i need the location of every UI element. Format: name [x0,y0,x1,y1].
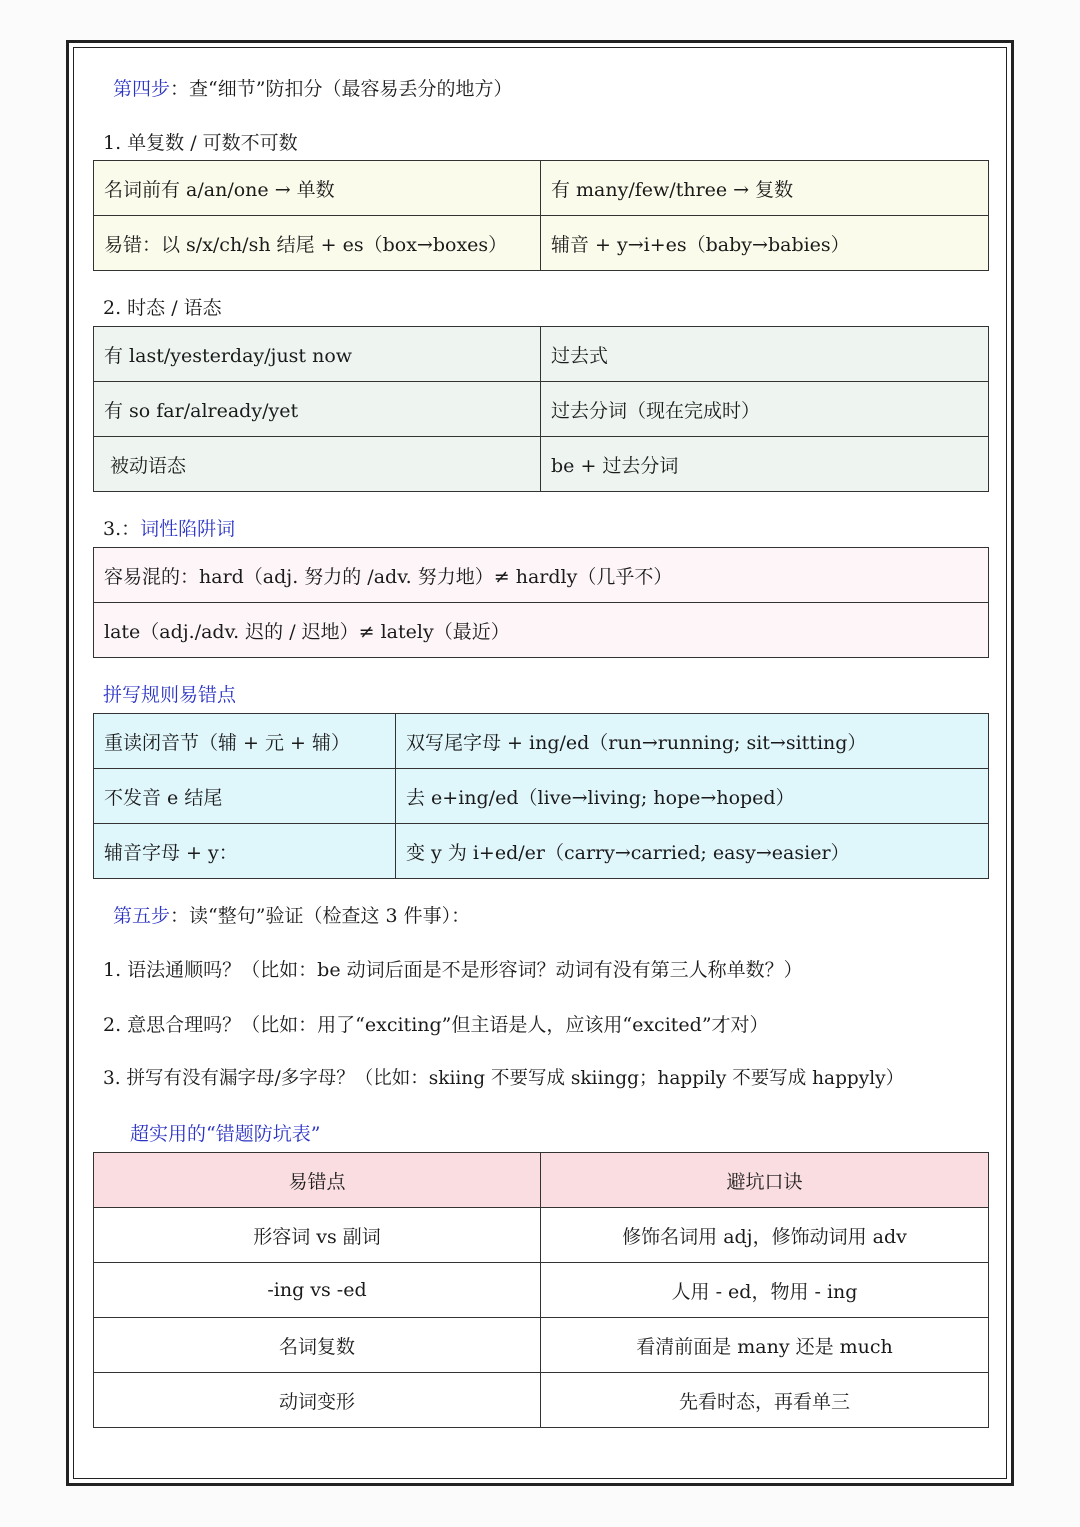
section3-heading [103,517,235,541]
table-row [94,824,989,879]
table-cell: -ing vs -ed [94,1263,541,1318]
step5-heading [113,904,470,928]
table-cell: 重读闭音节（辅 + 元 + 辅） [94,714,396,769]
table-cell: 形容词 vs 副词 [94,1208,541,1263]
table-row [94,603,989,658]
table-row [94,1373,989,1428]
table-row [94,714,989,769]
table-cell: 容易混的：hard（adj. 努力的 /adv. 努力地）≠ hardly（几乎不） [94,548,989,603]
table-row [94,382,989,437]
spelling-table [93,713,989,879]
table-row [94,216,989,271]
table-row [94,548,989,603]
table-row [94,1318,989,1373]
table-header-cell: 避坑口诀 [541,1153,989,1208]
table-cell: 有 last/yesterday/just now [94,327,541,382]
table-cell: 人用 - ed，物用 - ing [541,1263,989,1318]
table-cell: 看清前面是 many 还是 much [541,1318,989,1373]
table-cell: 先看时态，再看单三 [541,1373,989,1428]
summary-title: 超实用的“错题防坑表” [130,1123,321,1145]
table-cell: 双写尾字母 + ing/ed（run→running; sit→sitting） [396,714,989,769]
word-class-table [93,547,989,658]
summary-table [93,1152,989,1428]
plural-table [93,160,989,271]
table-cell: 被动语态 [94,437,541,492]
step4-label: 第四步 [113,78,171,100]
spelling-heading: 拼写规则易错点 [103,684,237,706]
section3-title: 词性陷阱词 [140,518,236,540]
step4-heading [113,77,512,101]
table-cell: be + 过去分词 [541,437,989,492]
table-cell: 不发音 e 结尾 [94,769,396,824]
table-row [94,1263,989,1318]
table-cell: 名词复数 [94,1318,541,1373]
step5-label: 第五步 [113,905,171,927]
step5-item: 3. 拼写有没有漏字母/多字母？（比如：skiing 不要写成 skiingg；happily 不要写成 happyly） [103,1068,905,1089]
table-cell: late（adj./adv. 迟的 / 迟地）≠ lately（最近） [94,603,989,658]
table-cell: 过去分词（现在完成时） [541,382,989,437]
table-row [94,437,989,492]
step5-item: 1. 语法通顺吗？（比如：be 动词后面是不是形容词？动词有没有第三人称单数？） [103,959,803,981]
table-cell: 过去式 [541,327,989,382]
section3-prefix: 3.： [103,518,141,540]
table-cell: 去 e+ing/ed（live→living; hope→hoped） [396,769,989,824]
table-cell: 辅音字母 + y： [94,824,396,879]
step4-title: ：查“细节”防扣分（最容易丢分的地方） [170,78,513,100]
section2-heading: 2. 时态 / 语态 [103,297,222,319]
table-cell: 易错：以 s/x/ch/sh 结尾 + es（box→boxes） [94,216,541,271]
table-header-cell: 易错点 [94,1153,541,1208]
table-cell: 有 many/few/three → 复数 [541,161,989,216]
table-cell: 有 so far/already/yet [94,382,541,437]
table-row [94,769,989,824]
table-cell: 变 y 为 i+ed/er（carry→carried; easy→easier） [396,824,989,879]
table-header-row [94,1153,989,1208]
step5-item: 2. 意思合理吗？（比如：用了“exciting”但主语是人，应该用“excited”才对） [103,1014,769,1036]
tense-table [93,326,989,492]
step5-title: ：读“整句”验证（检查这 3 件事）： [170,905,471,927]
table-cell: 修饰名词用 adj，修饰动词用 adv [541,1208,989,1263]
section1-heading: 1. 单复数 / 可数不可数 [103,132,298,154]
table-row [94,1208,989,1263]
table-row [94,161,989,216]
table-row [94,327,989,382]
table-cell: 动词变形 [94,1373,541,1428]
table-cell: 名词前有 a/an/one → 单数 [94,161,541,216]
table-cell: 辅音 + y→i+es（baby→babies） [541,216,989,271]
